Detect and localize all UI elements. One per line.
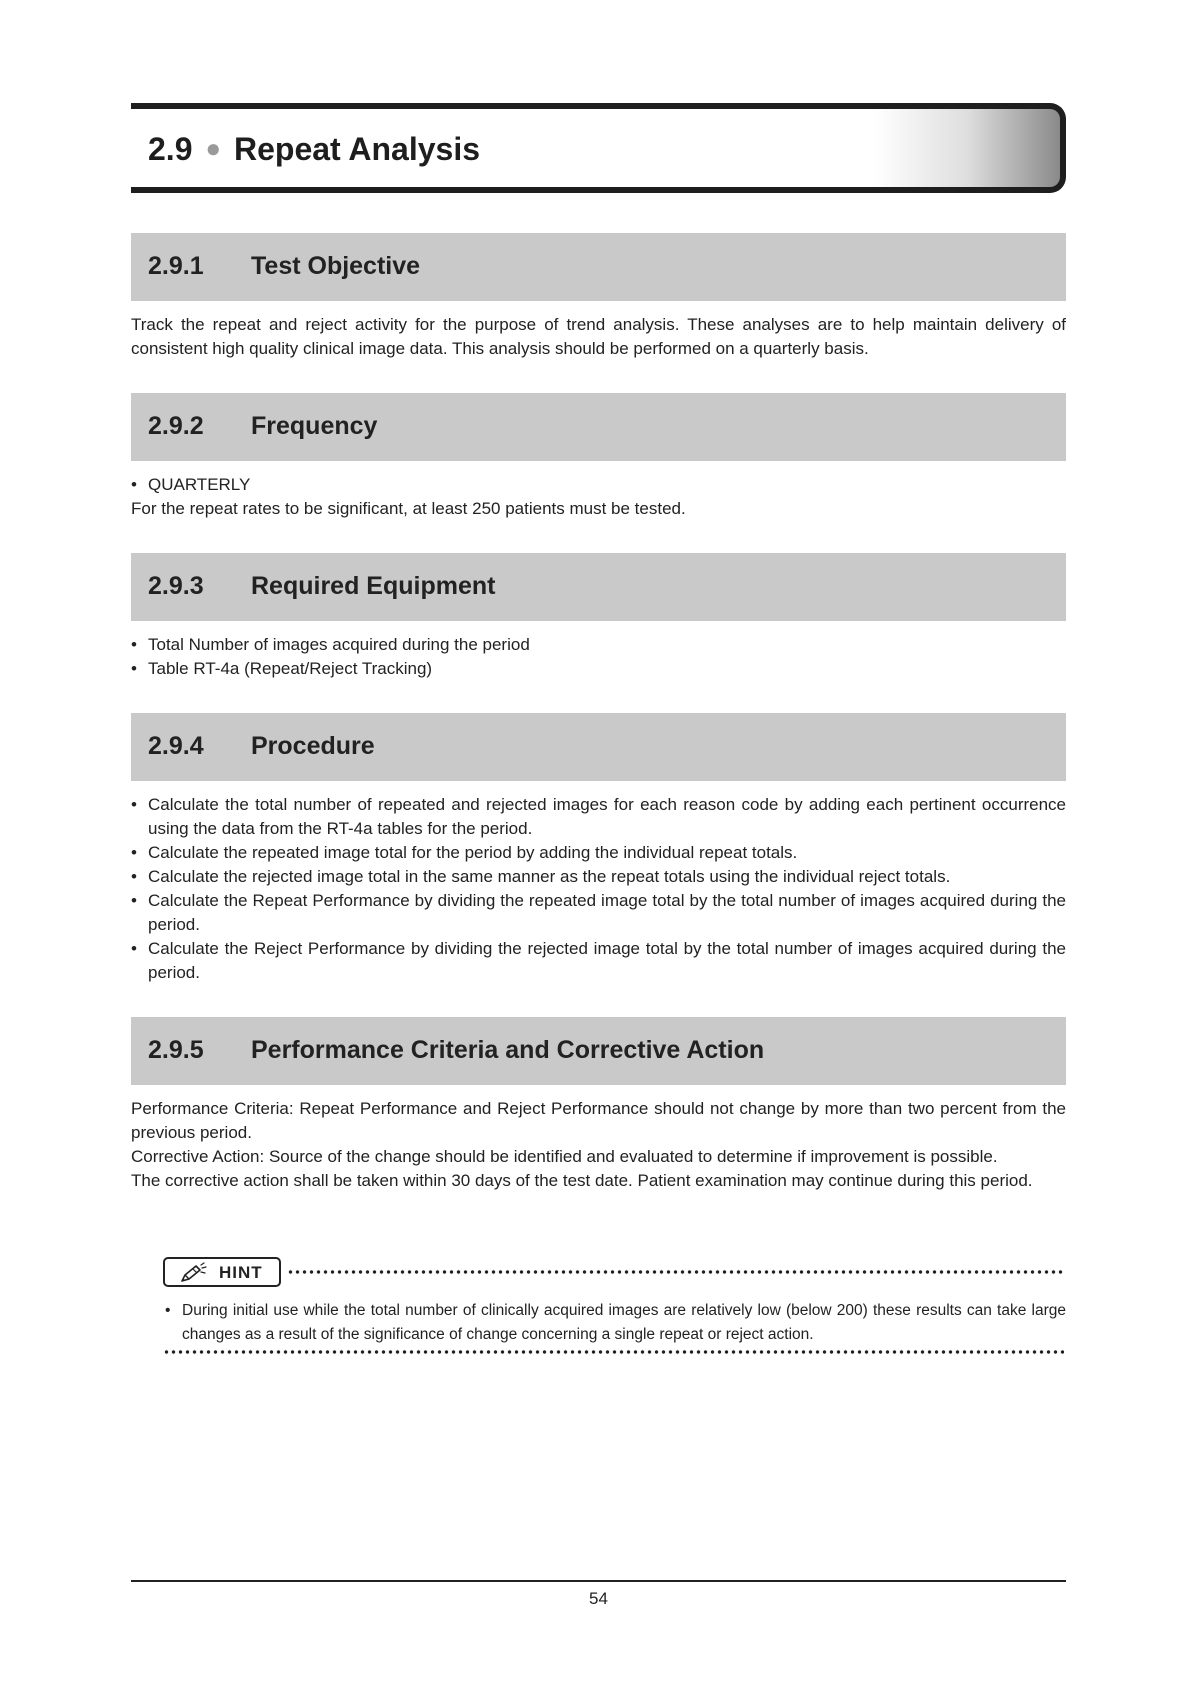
list-item-text: Calculate the rejected image total in the same manner as the repeat totals using the individual reject totals.: [148, 867, 951, 886]
hint-dotted-rule-bottom: [163, 1350, 1064, 1354]
section-header-required-equipment: [131, 553, 1066, 621]
procedure-list: [131, 793, 1066, 985]
corrective-action: Corrective Action: Source of the change should be identified and evaluated to determine if improvement is possible.: [131, 1147, 998, 1166]
chapter-dot-icon: ●: [205, 133, 222, 163]
section-title: Procedure: [251, 732, 375, 760]
bullet: •: [131, 635, 137, 654]
corrective-timing: The corrective action shall be taken within 30 days of the test date. Patient examination may continue during this period.: [131, 1171, 1033, 1190]
section-header-test-objective: [131, 233, 1066, 301]
section-header-performance-criteria: [131, 1017, 1066, 1085]
list-item-text: Calculate the repeated image total for the period by adding the individual repeat totals.: [148, 843, 798, 862]
list-item: [131, 865, 1066, 889]
bullet: •: [131, 867, 137, 886]
objective-text: [131, 313, 1066, 361]
list-item: [165, 1299, 1066, 1347]
section-number: 2.9.4: [148, 732, 204, 760]
list-item: [131, 841, 1066, 865]
equipment-list: [131, 633, 1066, 681]
section-title: Frequency: [251, 412, 378, 440]
equipment-text: [131, 633, 1066, 681]
list-item-text: QUARTERLY: [148, 475, 251, 494]
bullet: •: [131, 891, 137, 910]
list-item: [131, 657, 1066, 681]
list-item-text: Total Number of images acquired during the period: [148, 635, 530, 654]
pen-icon: [179, 1262, 209, 1284]
procedure-text: [131, 793, 1066, 985]
section-title: Required Equipment: [251, 572, 496, 600]
section-number: 2.9.3: [148, 572, 204, 600]
section-header-frequency: [131, 393, 1066, 461]
list-item: [131, 937, 1066, 985]
section-title: Performance Criteria and Corrective Action: [251, 1036, 765, 1064]
hint-label: HINT: [219, 1263, 263, 1282]
criteria-text: [131, 1097, 1066, 1193]
hint-dotted-rule-top: [287, 1270, 1064, 1274]
frequency-list: [131, 473, 1066, 497]
bullet: •: [131, 843, 137, 862]
list-item: [131, 633, 1066, 657]
hint-list: [165, 1299, 1066, 1347]
objective-paragraph: Track the repeat and reject activity for the purpose of trend analysis. These analyses are to help maintain delivery of consistent high quality clinical image data. This analysis should be performed on a quarterly basis.: [131, 315, 1066, 358]
list-item-text: Calculate the Reject Performance by dividing the rejected image total by the total number of images acquired during the period.: [148, 939, 1066, 982]
list-item-text: During initial use while the total number of clinically acquired images are relatively low (below 200) these results can take large changes as a result of the significance of change concerning a single repeat or reject action.: [182, 1302, 1066, 1343]
hint-tag: [163, 1257, 281, 1287]
section-header-procedure: [131, 713, 1066, 781]
section-number: 2.9.5: [148, 1036, 204, 1064]
list-item: [131, 889, 1066, 937]
chapter-header: [131, 103, 1066, 193]
list-item-text: Calculate the Repeat Performance by dividing the repeated image total by the total number of images acquired during the period.: [148, 891, 1066, 934]
bullet: •: [131, 939, 137, 958]
bullet: •: [165, 1302, 171, 1319]
section-number: 2.9.1: [148, 252, 204, 280]
chapter-number: 2.9: [148, 131, 193, 167]
list-item: [131, 793, 1066, 841]
bullet: •: [131, 795, 137, 814]
chapter-title: [148, 131, 480, 168]
hint-box: [163, 1257, 1066, 1357]
section-number: 2.9.2: [148, 412, 204, 440]
bullet: •: [131, 475, 137, 494]
frequency-text: [131, 473, 1066, 521]
list-item-text: Table RT-4a (Repeat/Reject Tracking): [148, 659, 433, 678]
hint-text: [165, 1299, 1066, 1347]
manual-page: [131, 0, 1066, 1684]
page-number: 54: [589, 1589, 608, 1608]
list-item: [131, 473, 1066, 497]
performance-criteria: Performance Criteria: Repeat Performance and Reject Performance should not change by more than two percent from the previous period.: [131, 1099, 1066, 1142]
frequency-note: For the repeat rates to be significant, at least 250 patients must be tested.: [131, 499, 686, 518]
bullet: •: [131, 659, 137, 678]
footer-rule: [131, 1580, 1066, 1582]
section-title: Test Objective: [251, 252, 421, 280]
chapter-name: Repeat Analysis: [233, 131, 481, 167]
list-item-text: Calculate the total number of repeated and rejected images for each reason code by adding each pertinent occurrence using the data from the RT-4a tables for the period.: [148, 795, 1066, 838]
